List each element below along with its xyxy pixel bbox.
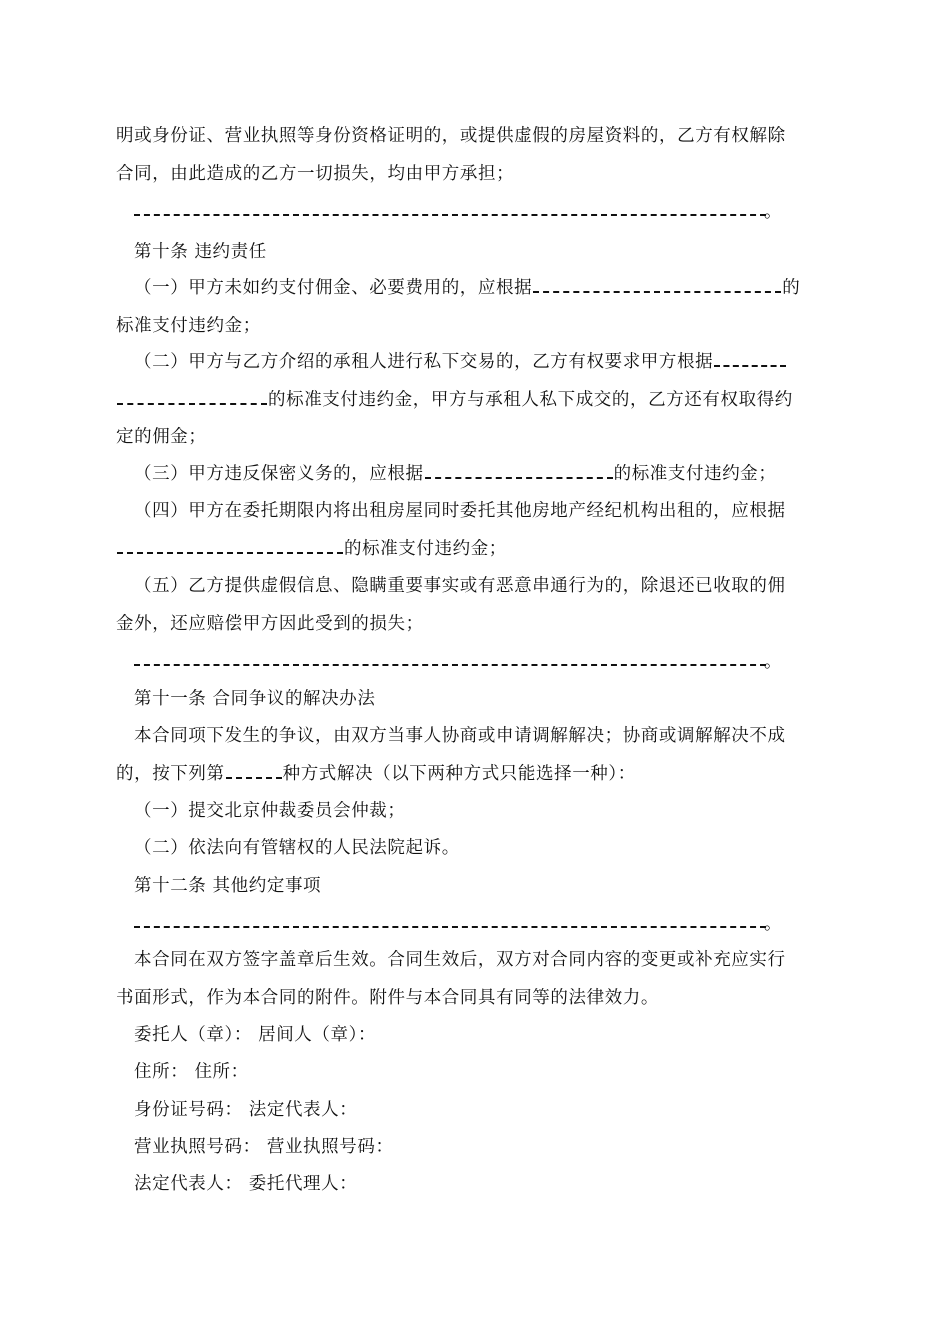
- text-segment: （二）甲方与乙方介绍的承租人进行私下交易的，乙方有权要求甲方根据: [134, 352, 714, 372]
- text-segment: 的: [782, 278, 801, 298]
- text-segment: 的标准支付违约金；: [613, 464, 777, 484]
- text-line: [116, 388, 793, 412]
- text-segment: 的标准支付违约金，甲方与承租人私下成交的，乙方还有权取得约: [268, 390, 793, 410]
- text-segment: 的标准支付违约金；: [344, 539, 507, 559]
- text-line: 明或身份证、营业执照等身份资格证明的，或提供虚假的房屋资料的，乙方有权解除: [116, 126, 786, 146]
- text-line: 书面形式，作为本合同的附件。附件与本合同具有同等的法律效力。: [116, 988, 659, 1008]
- fill-in-blank[interactable]: [134, 926, 766, 928]
- article-11-option-1: （一）提交北京仲裁委员会仲裁；: [134, 801, 406, 821]
- signature-line: 法定代表人： 委托代理人：: [134, 1174, 358, 1194]
- text-line: 定的佣金；: [116, 427, 207, 447]
- fill-in-blank[interactable]: [226, 777, 282, 779]
- article-11-option-2: （二）依法向有管辖权的人民法院起诉。: [134, 838, 460, 858]
- fill-in-blank[interactable]: [425, 477, 613, 479]
- text-line: [116, 537, 507, 561]
- fill-in-blank[interactable]: [533, 291, 781, 293]
- text-segment: 的，按下列第: [116, 764, 225, 784]
- article-10-item-3: [134, 462, 777, 486]
- text-segment: （一）甲方未如约支付佣金、必要费用的，应根据: [134, 278, 533, 298]
- text-line: 合同，由此造成的乙方一切损失，均由甲方承担；: [116, 164, 515, 184]
- period: 。: [764, 652, 782, 672]
- article-12-heading: 第十二条 其他约定事项: [134, 876, 322, 896]
- text-line: 标准支付违约金；: [116, 316, 261, 336]
- article-10-heading: 第十条 违约责任: [134, 242, 267, 262]
- period: 。: [764, 202, 782, 222]
- text-line: [116, 762, 636, 786]
- signature-line: 营业执照号码： 营业执照号码：: [134, 1137, 394, 1157]
- fill-in-blank[interactable]: [117, 403, 267, 405]
- signature-line: 住所： 住所：: [134, 1062, 249, 1082]
- fill-in-blank[interactable]: [117, 552, 343, 554]
- text-line: 金外，还应赔偿甲方因此受到的损失；: [116, 614, 424, 634]
- fill-in-blank[interactable]: [714, 365, 786, 367]
- article-10-item-2: [134, 350, 787, 374]
- article-10-item-5: （五）乙方提供虚假信息、隐瞒重要事实或有恶意串通行为的，除退还已收取的佣: [134, 576, 786, 596]
- fill-in-blank[interactable]: [134, 664, 766, 666]
- text-segment: 种方式解决（以下两种方式只能选择一种）：: [282, 764, 636, 784]
- fill-in-blank[interactable]: [134, 214, 766, 216]
- period: 。: [764, 914, 782, 934]
- text-segment: （三）甲方违反保密义务的，应根据: [134, 464, 424, 484]
- text-line: 本合同项下发生的争议，由双方当事人协商或申请调解解决；协商或调解解决不成: [134, 726, 786, 746]
- signature-line: 委托人（章）： 居间人（章）：: [134, 1025, 377, 1045]
- text-line: 本合同在双方签字盖章后生效。合同生效后，双方对合同内容的变更或补充应实行: [134, 950, 786, 970]
- article-10-item-4: （四）甲方在委托期限内将出租房屋同时委托其他房地产经纪机构出租的，应根据: [134, 501, 786, 521]
- article-10-item-1: [134, 276, 800, 300]
- article-11-heading: 第十一条 合同争议的解决办法: [134, 689, 376, 709]
- signature-line: 身份证号码： 法定代表人：: [134, 1100, 358, 1120]
